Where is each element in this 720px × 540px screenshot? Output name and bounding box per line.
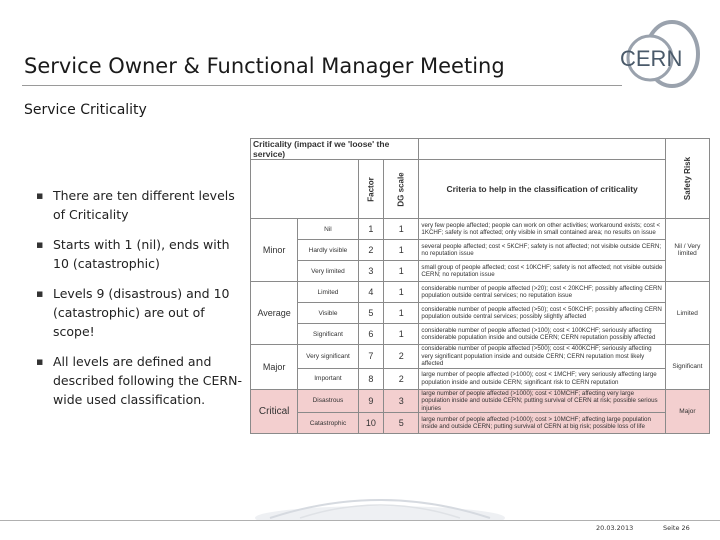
table-row xyxy=(251,368,710,389)
table-row xyxy=(251,282,710,303)
dg-value: 1 xyxy=(384,261,419,282)
footer-page-number: Seite 26 xyxy=(663,524,690,532)
safety-risk-header: Safety Risk xyxy=(665,139,709,219)
level-name: Very significant xyxy=(298,345,358,369)
group-major: Major xyxy=(251,345,298,390)
dg-value: 1 xyxy=(384,240,419,261)
dg-value: 1 xyxy=(384,303,419,324)
criticality-table xyxy=(250,138,710,434)
criteria-text: considerable number of people affected (>50); cost < 50KCHF; possibly affecting CERN population outside central services; possibly slightly affected xyxy=(419,303,665,324)
table-row xyxy=(251,413,710,434)
dg-value: 1 xyxy=(384,324,419,345)
bullet-item xyxy=(36,284,246,341)
table-row xyxy=(251,261,710,282)
bullet-text: All levels are defined and described following the CERN-wide used classification. xyxy=(53,354,242,407)
dg-value: 3 xyxy=(384,389,419,413)
footer-divider xyxy=(0,520,720,521)
criteria-text: considerable number of people affected (>20); cost < 20KCHF; possibly affecting CERN population outside central services; no reputation issue xyxy=(419,282,665,303)
cern-logo xyxy=(610,14,702,98)
factor-header: Factor xyxy=(358,160,383,219)
factor-value: 9 xyxy=(358,389,383,413)
table-title-spacer xyxy=(419,139,665,160)
bullet-text: Levels 9 (disastrous) and 10 (catastrophic) are out of scope! xyxy=(53,286,230,339)
bullet-item xyxy=(36,352,246,409)
square-bullet-icon: ▪ xyxy=(36,287,44,300)
square-bullet-icon: ▪ xyxy=(36,238,44,251)
factor-value: 6 xyxy=(358,324,383,345)
criteria-text: large number of people affected (>1000); cost > 10MCHF; affecting large population inside and outside CERN; putting survival of CERN at big risk; possible loss of life xyxy=(419,413,665,434)
dg-value: 1 xyxy=(384,219,419,240)
criteria-text: very few people affected; people can work on other activities; workaround exists; cost < 1KCHF; safety is not affected; only visible in small contained area; no results on issue xyxy=(419,219,665,240)
header-blank-cell xyxy=(251,160,359,219)
factor-value: 7 xyxy=(358,345,383,369)
factor-value: 3 xyxy=(358,261,383,282)
dg-value: 2 xyxy=(384,345,419,369)
dg-scale-header: DG scale xyxy=(384,160,419,219)
title-divider xyxy=(22,85,622,86)
footer-date: 20.03.2013 xyxy=(596,524,634,532)
table-row xyxy=(251,324,710,345)
group-critical: Critical xyxy=(251,389,298,434)
criteria-text: considerable number of people affected (>100); cost < 100KCHF; seriously affecting considerable population inside and outside CERN; CERN reputation possibly affected xyxy=(419,324,665,345)
level-name: Limited xyxy=(298,282,358,303)
safety-critical: Major xyxy=(665,389,709,434)
bullet-item xyxy=(36,186,246,224)
level-name: Catastrophic xyxy=(298,413,358,434)
section-subtitle: Service Criticality xyxy=(24,102,147,118)
table-row xyxy=(251,389,710,413)
table-title: Criticality (impact if we 'loose' the service) xyxy=(251,139,419,160)
level-name: Nil xyxy=(298,219,358,240)
slide-title: Service Owner & Functional Manager Meeting xyxy=(24,54,505,78)
safety-minor: Nil / Very limited xyxy=(665,219,709,282)
globe-building-graphic xyxy=(250,488,510,520)
dg-value: 1 xyxy=(384,282,419,303)
criteria-text: large number of people affected (>1000); cost < 10MCHF; affecting very large population inside and outside CERN; putting survival of CERN at risk; possible serious injuries xyxy=(419,389,665,413)
group-average: Average xyxy=(251,282,298,345)
group-minor: Minor xyxy=(251,219,298,282)
level-name: Hardly visible xyxy=(298,240,358,261)
safety-major: Significant xyxy=(665,345,709,390)
criteria-text: considerable number of people affected (>500); cost < 400KCHF; seriously affecting very significant population inside and outside CERN; CERN reputation most likely affected xyxy=(419,345,665,369)
factor-value: 8 xyxy=(358,368,383,389)
dg-value: 2 xyxy=(384,368,419,389)
table-row xyxy=(251,219,710,240)
table-row xyxy=(251,303,710,324)
criteria-header: Criteria to help in the classification of criticality xyxy=(419,160,665,219)
factor-value: 10 xyxy=(358,413,383,434)
factor-value: 1 xyxy=(358,219,383,240)
factor-value: 4 xyxy=(358,282,383,303)
factor-value: 2 xyxy=(358,240,383,261)
criteria-text: small group of people affected; cost < 10KCHF; safety is not affected; not visible outside CERN; no reputation issue xyxy=(419,261,665,282)
level-name: Visible xyxy=(298,303,358,324)
table-row xyxy=(251,345,710,369)
dg-value: 5 xyxy=(384,413,419,434)
bullet-text: There are ten different levels of Criticality xyxy=(53,188,235,222)
bullet-item xyxy=(36,235,246,273)
criticality-table-container xyxy=(250,138,710,496)
level-name: Disastrous xyxy=(298,389,358,413)
bullet-list xyxy=(36,186,246,420)
square-bullet-icon: ▪ xyxy=(36,355,44,368)
square-bullet-icon: ▪ xyxy=(36,189,44,202)
safety-average: Limited xyxy=(665,282,709,345)
level-name: Important xyxy=(298,368,358,389)
level-name: Very limited xyxy=(298,261,358,282)
logo-text: CERN xyxy=(620,46,683,71)
criteria-text: several people affected; cost < 5KCHF; safety is not affected; not visible outside CERN; no reputation issue xyxy=(419,240,665,261)
factor-value: 5 xyxy=(358,303,383,324)
criteria-text: large number of people affected (>1000); cost < 1MCHF; very seriously affecting large population inside and outside CERN; significant risk to CERN reputation xyxy=(419,368,665,389)
bullet-text: Starts with 1 (nil), ends with 10 (catastrophic) xyxy=(53,237,230,271)
table-row xyxy=(251,240,710,261)
level-name: Significant xyxy=(298,324,358,345)
